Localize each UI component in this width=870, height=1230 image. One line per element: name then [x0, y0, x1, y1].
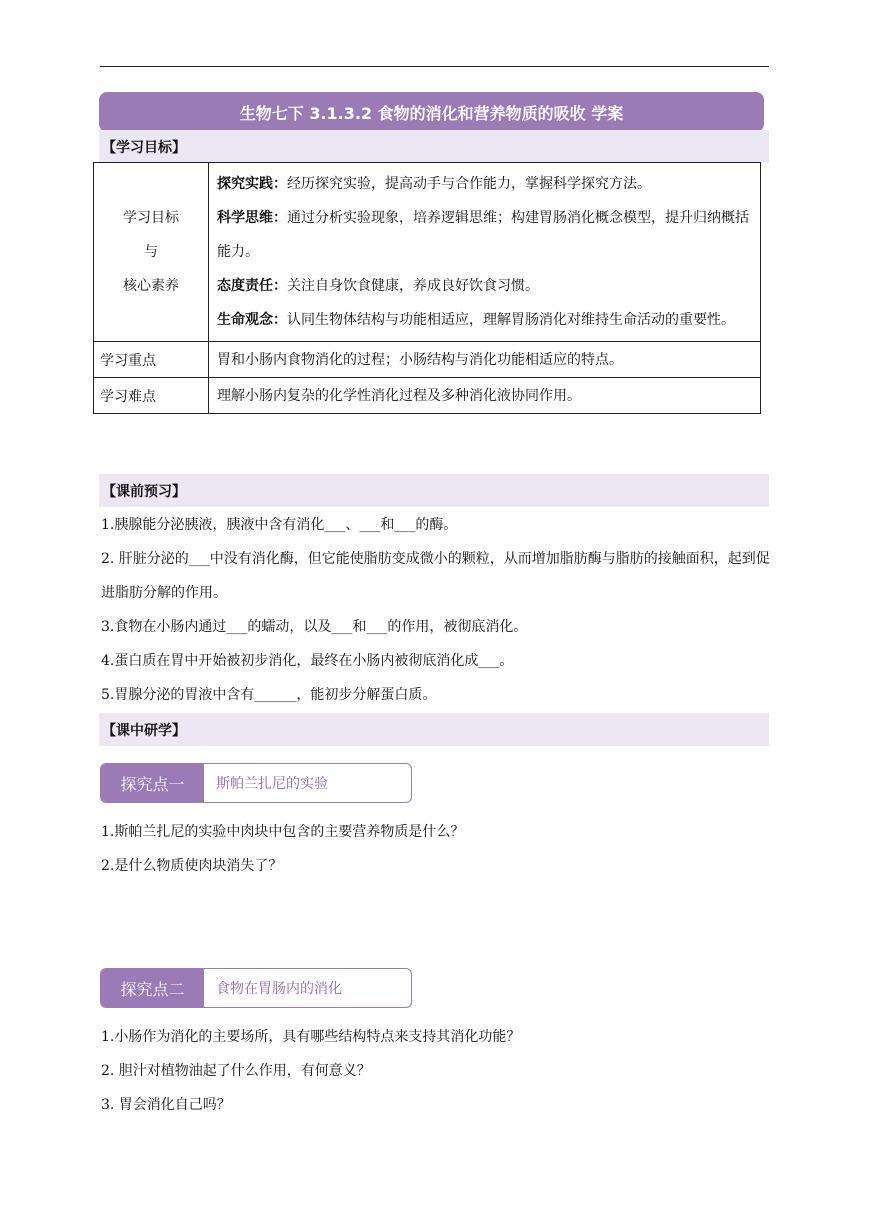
preview-question-5: 5.胃腺分泌的胃液中含有______，能初步分解蛋白质。 — [101, 687, 437, 703]
probe-1-question-1: 1.斯帕兰扎尼的实验中肉块中包含的主要营养物质是什么？ — [101, 824, 465, 840]
probe-1-banner — [100, 763, 412, 803]
goals-label-line1: 学习目标 — [123, 210, 179, 226]
goal-key: 科学思维： — [217, 210, 287, 226]
probe-2-question-1: 1.小肠作为消化的主要场所，具有哪些结构特点来支持其消化功能？ — [101, 1029, 521, 1045]
section-preview-heading: 【课前预习】 — [99, 474, 769, 507]
preview-question-4: 4.蛋白质在胃中开始被初步消化，最终在小肠内被彻底消化成___。 — [101, 653, 514, 669]
key-point-label: 学习重点 — [94, 342, 209, 378]
probe-2-question-2: 2. 胆汁对植物油起了什么作用，有何意义？ — [101, 1063, 371, 1079]
preview-question-2: 2. 肝脏分泌的___中没有消化酶，但它能使脂肪变成微小的颗粒，从而增加脂肪酶与脂肪的接触面积，起到促进脂肪分解的作用。 — [101, 551, 770, 601]
goal-text: 经历探究实验，提高动手与合作能力，掌握科学探究方法。 — [287, 176, 651, 192]
goals-label-line3: 核心素养 — [123, 278, 179, 294]
goals-table — [93, 162, 761, 414]
key-point-text: 胃和小肠内食物消化的过程；小肠结构与消化功能相适应的特点。 — [209, 342, 761, 378]
goal-text: 关注自身饮食健康，养成良好饮食习惯。 — [287, 278, 539, 294]
goal-text: 认同生物体结构与功能相适应，理解胃肠消化对维持生命活动的重要性。 — [287, 312, 735, 328]
goal-item — [217, 269, 752, 303]
preview-question-3: 3.食物在小肠内通过___的蠕动，以及___和___的作用，被彻底消化。 — [101, 619, 528, 635]
probe-2-banner — [100, 968, 412, 1008]
difficulty-text: 理解小肠内复杂的化学性消化过程及多种消化液协同作用。 — [209, 378, 761, 414]
probe-2-tag: 探究点二 — [101, 969, 204, 1007]
section-goals-heading: 【学习目标】 — [99, 130, 769, 163]
section-class-heading: 【课中研学】 — [99, 713, 769, 746]
preview-question-1: 1.胰腺能分泌胰液，胰液中含有消化___、___和___的酶。 — [101, 517, 458, 533]
goal-item — [217, 201, 752, 269]
page-title: 生物七下 3.1.3.2 食物的消化和营养物质的吸收 学案 — [99, 92, 764, 132]
goal-text: 通过分析实验现象，培养逻辑思维；构建胃肠消化概念模型，提升归纳概括能力。 — [217, 210, 749, 260]
probe-1-question-2: 2.是什么物质使肉块消失了？ — [101, 858, 283, 874]
probe-2-title: 食物在胃肠内的消化 — [216, 981, 342, 997]
goal-key: 探究实践： — [217, 176, 287, 192]
goals-content-cell — [209, 163, 761, 342]
goal-item — [217, 303, 752, 337]
probe-1-tag: 探究点一 — [101, 764, 204, 802]
goals-label-line2: 与 — [144, 244, 158, 260]
goal-key: 生命观念： — [217, 312, 287, 328]
goals-label-cell — [94, 163, 209, 342]
header-rule — [100, 66, 769, 67]
probe-1-title: 斯帕兰扎尼的实验 — [216, 776, 328, 792]
difficulty-label: 学习难点 — [94, 378, 209, 414]
goal-key: 态度责任： — [217, 278, 287, 294]
goal-item — [217, 167, 752, 201]
probe-2-question-3: 3. 胃会消化自己吗？ — [101, 1097, 231, 1113]
